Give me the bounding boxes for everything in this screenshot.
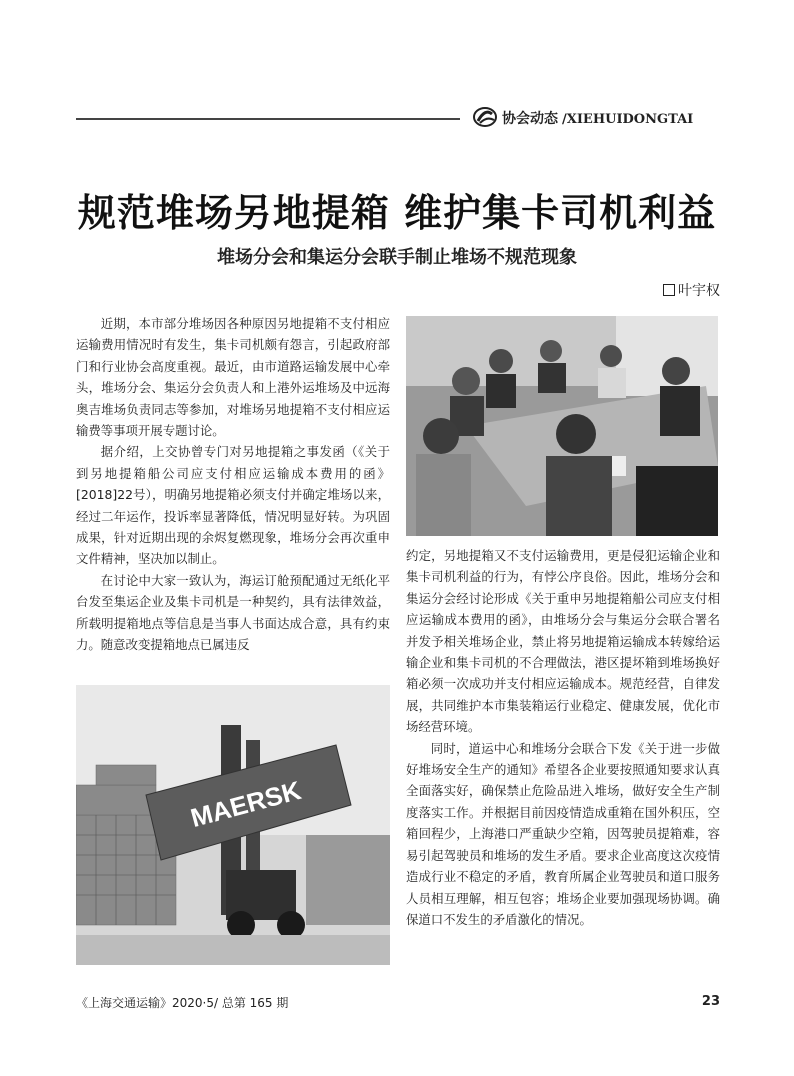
article-author bbox=[663, 280, 720, 300]
author-box-icon bbox=[663, 284, 675, 296]
left-column bbox=[76, 313, 390, 656]
article-subtitle: 堆场分会和集运分会联手制止堆场不规范现象 bbox=[217, 247, 577, 268]
section-title-en: /XIEHUIDONGTAI bbox=[562, 112, 694, 127]
paragraph: 同时，道运中心和堆场分会联合下发《关于进一步做好堆场安全生产的通知》希望各企业要按照通知要求认真全面落实好，确保禁止危险品进入堆场，做好安全生产制度落实工作。并根据目前因疫情造成重箱在国外积压，空箱回程少，上海港口严重缺少空箱，因驾驶员提箱难，容易引起驾驶员和堆场的发生矛盾。要求企业高度这次疫情造成行业不稳定的矛盾，教育所属企业驾驶员和道口服务人员相互理解，相互包容；堆场企业要加强现场协调。确保道口不发生的矛盾激化的情况。 bbox=[406, 740, 720, 927]
author-name: 叶宇权 bbox=[678, 283, 720, 299]
header-rule bbox=[76, 118, 460, 120]
section-title-cn: 协会动态 bbox=[502, 111, 558, 127]
paragraph: 在讨论中大家一致认为，海运订舱预配通过无纸化平台发至集运企业及集卡司机是一种契约，具有法律效益，所载明提箱地点等信息是当事人书面达成合意，具有约束力。随意改变提箱地点已属违反 bbox=[76, 572, 390, 653]
paragraph: 据介绍，上交协曾专门对另地提箱之事发函（《关于到另地提箱船公司应支付相应运输成本费用的函》[2018]22号），明确另地提箱必须支付并确定堆场以来，经过二年运作，投诉率显著降低，情况明显好转。为巩固成果，针对近期出现的余烬复燃现象，堆场分会再次重申文件精神，坚决加以制止。 bbox=[76, 444, 390, 567]
paragraph: 近期，本市部分堆场因各种原因另地提箱不支付相应运输费用情况时有发生，集卡司机颇有怨言，引起政府部门和行业协会高度重视。最近，由市道路运输发展中心牵头，堆场分会、集运分会负责人和上港外运堆场及中远海奥吉堆场负责同志等参加，对堆场另地提箱不支付相应运输费等事项开展专题讨论。 bbox=[76, 316, 390, 439]
paragraph: 约定，另地提箱又不支付运输费用，更是侵犯运输企业和集卡司机利益的行为，有悖公序良俗。因此，堆场分会和集运分会经讨论形成《关于重申另地提箱船公司应支付相应运输成本费用的函》，由堆场分会与集运分会联合署名并发予相关堆场企业，禁止将另地提箱运输成本转嫁给运输企业和集卡司机的不合理做法，港区提坏箱到堆场换好箱必须一次成功并支付相应运输成本。规范经营，自律发展，共同维护本市集装箱运行业稳定、健康发展，优化市场经营环境。 bbox=[406, 548, 720, 735]
right-column bbox=[406, 545, 720, 930]
association-logo-icon bbox=[472, 106, 498, 128]
page-number: 23 bbox=[701, 994, 720, 1009]
container-brand-text: MAERSK bbox=[187, 774, 305, 834]
meeting-photo bbox=[406, 316, 718, 536]
container-yard-photo bbox=[76, 685, 390, 965]
journal-citation: 《上海交通运输》2020·5/ 总第 165 期 bbox=[76, 996, 289, 1010]
section-header bbox=[502, 108, 693, 128]
article-title: 规范堆场另地提箱 维护集卡司机利益 bbox=[77, 190, 717, 235]
